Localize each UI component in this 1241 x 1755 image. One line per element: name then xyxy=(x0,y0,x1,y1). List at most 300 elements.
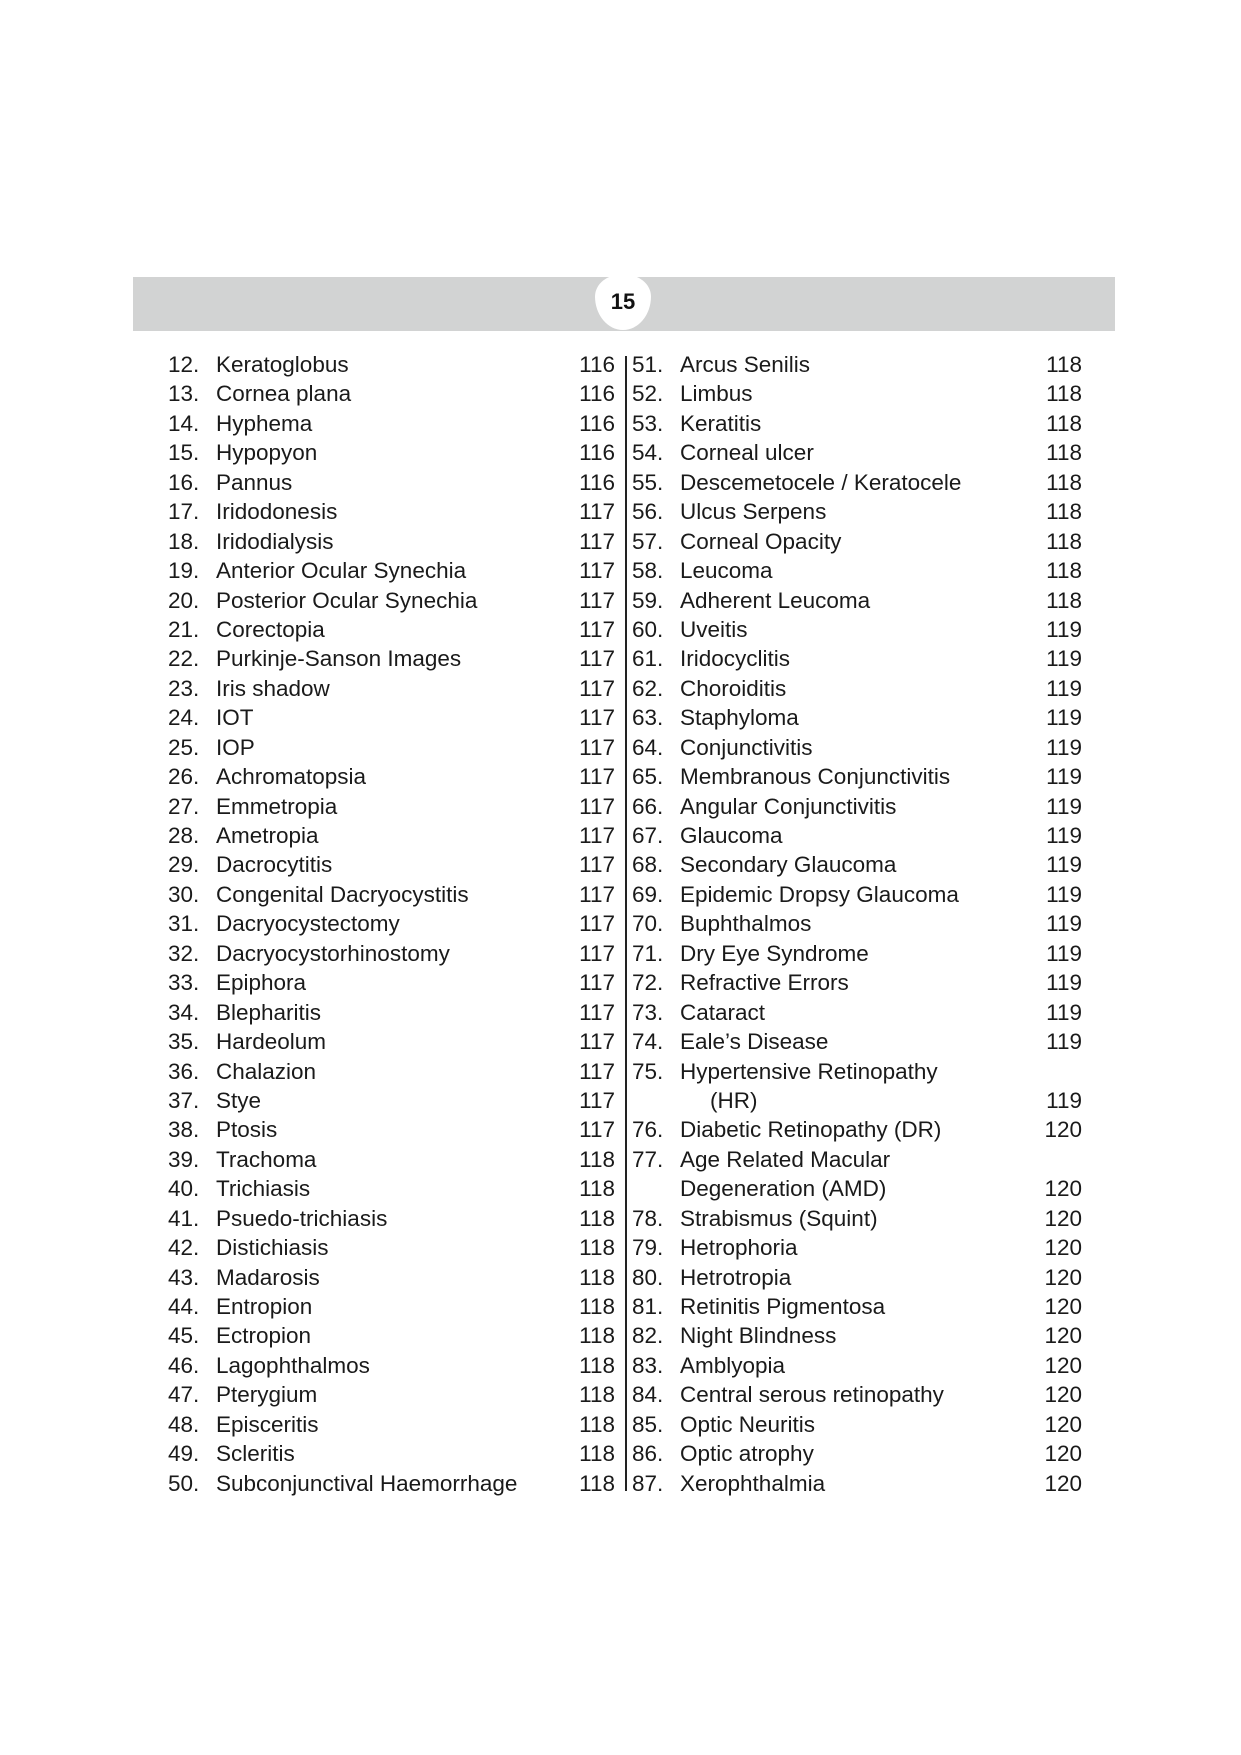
index-entry xyxy=(632,968,1082,997)
entry-title: Ametropia xyxy=(216,823,319,848)
entry-number: 38. xyxy=(168,1117,200,1143)
entry-page: 120 xyxy=(1044,1117,1082,1143)
index-entry xyxy=(168,409,620,438)
entry-title: Corectopia xyxy=(216,616,325,642)
entry-page: 119 xyxy=(1046,911,1082,937)
index-entry xyxy=(632,1439,1082,1468)
entry-title: Conjunctivitis xyxy=(680,734,813,760)
entry-title: Blepharitis xyxy=(216,999,322,1025)
entry-page: 117 xyxy=(579,1117,615,1143)
entry-number: 72. xyxy=(632,970,664,996)
index-entry xyxy=(632,1263,1082,1292)
index-entry xyxy=(632,1351,1082,1380)
index-entry xyxy=(168,1321,620,1350)
index-entry xyxy=(168,527,620,556)
entry-number: 40. xyxy=(168,1176,200,1202)
entry-number: 76. xyxy=(632,1117,664,1143)
entry-number: 64. xyxy=(632,734,664,760)
entry-number: 27. xyxy=(168,793,200,819)
entry-page: 117 xyxy=(579,764,615,790)
entry-page: 119 xyxy=(1046,793,1082,819)
entry-number: 75. xyxy=(632,1058,664,1084)
index-entry xyxy=(168,1469,620,1498)
entry-title: Leucoma xyxy=(680,558,773,584)
entry-page: 118 xyxy=(579,1382,615,1408)
entry-page: 118 xyxy=(1046,587,1082,613)
index-entry xyxy=(168,998,620,1027)
entry-page: 120 xyxy=(1044,1441,1082,1467)
entry-title: IOP xyxy=(216,734,255,760)
index-column-right xyxy=(632,350,1082,1498)
entry-number: 46. xyxy=(168,1352,200,1378)
index-entry xyxy=(168,1263,620,1292)
entry-page: 120 xyxy=(1044,1382,1082,1408)
entry-page: 118 xyxy=(579,1176,615,1202)
entry-number: 17. xyxy=(168,499,200,525)
entry-title: Central serous retinopathy xyxy=(680,1382,944,1408)
index-entry xyxy=(168,468,620,497)
entry-title: Retinitis Pigmentosa xyxy=(680,1294,886,1319)
entry-number: 57. xyxy=(632,528,664,554)
entry-page: 119 xyxy=(1046,734,1082,760)
index-entry xyxy=(168,880,620,909)
index-entry xyxy=(632,703,1082,732)
index-entry xyxy=(632,527,1082,556)
index-entry xyxy=(632,674,1082,703)
entry-page: 118 xyxy=(579,1264,615,1290)
entry-title: Eale’s Disease xyxy=(680,1029,829,1055)
entry-number: 16. xyxy=(168,469,200,495)
entry-page: 118 xyxy=(1046,469,1082,495)
entry-page: 116 xyxy=(579,440,615,466)
entry-title: Iridocyclitis xyxy=(680,646,791,672)
index-entry xyxy=(168,792,620,821)
entry-number: 67. xyxy=(632,823,664,848)
entry-number: 28. xyxy=(168,823,200,848)
index-entry xyxy=(168,821,620,850)
entry-number: 19. xyxy=(168,558,200,584)
index-entry xyxy=(168,1174,620,1203)
entry-title: Corneal Opacity xyxy=(680,528,842,554)
entry-page: 119 xyxy=(1046,1029,1082,1055)
entry-page: 118 xyxy=(579,1205,615,1231)
entry-number: 32. xyxy=(168,940,200,966)
entry-number: 13. xyxy=(168,381,200,407)
column-divider xyxy=(625,356,627,1491)
entry-page: 119 xyxy=(1046,646,1082,672)
entry-number: 70. xyxy=(632,911,664,937)
entry-page: 117 xyxy=(579,646,615,672)
entry-number: 33. xyxy=(168,970,200,996)
entry-title: Hypopyon xyxy=(216,440,318,466)
index-entry xyxy=(168,1351,620,1380)
entry-title: Iridodonesis xyxy=(216,499,338,525)
entry-title: Choroiditis xyxy=(680,675,787,701)
entry-title: Hardeolum xyxy=(216,1029,327,1055)
entry-number: 63. xyxy=(632,705,664,731)
entry-title: Optic Neuritis xyxy=(680,1411,816,1437)
index-column-left xyxy=(168,350,620,1498)
index-entry xyxy=(168,968,620,997)
entry-number: 44. xyxy=(168,1294,200,1319)
index-entry xyxy=(632,1115,1082,1144)
entry-number: 77. xyxy=(632,1146,664,1172)
entry-page: 118 xyxy=(1046,440,1082,466)
index-entry xyxy=(632,350,1082,379)
index-entry xyxy=(168,586,620,615)
index-entry xyxy=(632,1469,1082,1498)
index-entry xyxy=(168,703,620,732)
index-entry xyxy=(632,438,1082,467)
entry-page: 120 xyxy=(1044,1294,1082,1319)
entry-title: Cornea plana xyxy=(216,381,352,407)
index-entry xyxy=(632,1174,1082,1203)
index-entry xyxy=(632,379,1082,408)
index-entry xyxy=(168,1115,620,1144)
entry-number: 30. xyxy=(168,881,200,907)
entry-page: 117 xyxy=(579,793,615,819)
entry-title: Subconjunctival Haemorrhage xyxy=(216,1470,518,1496)
entry-title: Pterygium xyxy=(216,1382,318,1408)
entry-title: Ptosis xyxy=(216,1117,278,1143)
entry-title: Cataract xyxy=(680,999,766,1025)
index-entry xyxy=(168,556,620,585)
index-entry xyxy=(632,733,1082,762)
index-entry xyxy=(168,674,620,703)
index-entry xyxy=(632,1086,1082,1115)
index-entry xyxy=(632,998,1082,1027)
entry-title: Pannus xyxy=(216,469,293,495)
index-entry xyxy=(632,1204,1082,1233)
entry-title: Dacryocystectomy xyxy=(216,911,400,937)
entry-page: 118 xyxy=(1046,558,1082,584)
entry-number: 84. xyxy=(632,1382,664,1408)
entry-title: Epiphora xyxy=(216,970,307,996)
index-entry xyxy=(632,850,1082,879)
entry-number: 23. xyxy=(168,675,200,701)
entry-number: 68. xyxy=(632,852,664,878)
entry-page: 118 xyxy=(579,1441,615,1467)
index-entry xyxy=(168,1086,620,1115)
entry-number: 55. xyxy=(632,469,664,495)
index-entry xyxy=(632,1233,1082,1262)
index-entry xyxy=(632,468,1082,497)
index-entry xyxy=(168,1380,620,1409)
entry-page: 120 xyxy=(1044,1323,1082,1349)
entry-title: Adherent Leucoma xyxy=(680,587,871,613)
entry-number: 82. xyxy=(632,1323,664,1349)
entry-page: 117 xyxy=(579,1029,615,1055)
entry-page: 118 xyxy=(579,1235,615,1261)
entry-number: 49. xyxy=(168,1441,200,1467)
index-entry xyxy=(632,939,1082,968)
entry-title: Keratoglobus xyxy=(216,352,349,377)
entry-number: 62. xyxy=(632,675,664,701)
entry-title: (HR) xyxy=(710,1087,758,1113)
index-entry xyxy=(168,1145,620,1174)
entry-page: 120 xyxy=(1044,1411,1082,1437)
entry-page: 116 xyxy=(579,352,615,377)
entry-page: 118 xyxy=(1046,528,1082,554)
entry-number: 26. xyxy=(168,764,200,790)
entry-title: Hetrophoria xyxy=(680,1235,798,1261)
entry-page: 118 xyxy=(1046,352,1082,377)
entry-number: 22. xyxy=(168,646,200,672)
entry-title: Ectropion xyxy=(216,1323,312,1349)
entry-title: Night Blindness xyxy=(680,1323,837,1349)
index-entry xyxy=(168,1057,620,1086)
index-entry xyxy=(168,939,620,968)
entry-number: 31. xyxy=(168,911,200,937)
entry-title: Age Related Macular xyxy=(680,1146,891,1172)
entry-title: Membranous Conjunctivitis xyxy=(680,764,951,790)
entry-number: 78. xyxy=(632,1205,664,1231)
index-entry xyxy=(632,497,1082,526)
entry-page: 118 xyxy=(579,1470,615,1496)
entry-title: Epidemic Dropsy Glaucoma xyxy=(680,881,959,907)
entry-number: 60. xyxy=(632,616,664,642)
entry-number: 34. xyxy=(168,999,200,1025)
entry-page: 117 xyxy=(579,734,615,760)
entry-title: Limbus xyxy=(680,381,753,407)
entry-title: Iridodialysis xyxy=(216,528,334,554)
entry-page: 119 xyxy=(1046,970,1082,996)
entry-page: 119 xyxy=(1046,940,1082,966)
index-entry xyxy=(632,792,1082,821)
entry-title: Descemetocele / Keratocele xyxy=(680,469,962,495)
entry-title: Amblyopia xyxy=(680,1352,786,1378)
entry-page: 117 xyxy=(579,558,615,584)
entry-title: IOT xyxy=(216,705,254,731)
index-entry xyxy=(632,1380,1082,1409)
entry-title: Glaucoma xyxy=(680,823,783,848)
entry-title: Lagophthalmos xyxy=(216,1352,370,1378)
entry-number: 18. xyxy=(168,528,200,554)
entry-title: Xerophthalmia xyxy=(680,1470,826,1496)
entry-title: Posterior Ocular Synechia xyxy=(216,587,478,613)
entry-title: Anterior Ocular Synechia xyxy=(216,558,467,584)
entry-page: 119 xyxy=(1046,705,1082,731)
index-entry xyxy=(632,586,1082,615)
entry-title: Strabismus (Squint) xyxy=(680,1205,878,1231)
entry-number: 53. xyxy=(632,410,664,436)
entry-page: 117 xyxy=(579,852,615,878)
entry-title: Chalazion xyxy=(216,1058,317,1084)
entry-page: 117 xyxy=(579,970,615,996)
entry-page: 118 xyxy=(1046,410,1082,436)
entry-number: 87. xyxy=(632,1470,664,1496)
entry-number: 48. xyxy=(168,1411,200,1437)
entry-title: Purkinje-Sanson Images xyxy=(216,646,462,672)
entry-title: Achromatopsia xyxy=(216,764,367,790)
entry-title: Hyphema xyxy=(216,410,313,436)
entry-title: Iris shadow xyxy=(216,675,330,701)
entry-page: 120 xyxy=(1044,1352,1082,1378)
entry-page: 118 xyxy=(579,1146,615,1172)
entry-title: Congenital Dacryocystitis xyxy=(216,881,469,907)
index-entry xyxy=(168,644,620,673)
entry-number: 56. xyxy=(632,499,664,525)
entry-title: Corneal ulcer xyxy=(680,440,814,466)
entry-page: 120 xyxy=(1044,1235,1082,1261)
entry-page: 118 xyxy=(579,1294,615,1319)
index-entry xyxy=(632,1027,1082,1056)
entry-title: Uveitis xyxy=(680,616,748,642)
entry-number: 24. xyxy=(168,705,200,731)
entry-number: 14. xyxy=(168,410,200,436)
entry-page: 119 xyxy=(1046,764,1082,790)
entry-page: 117 xyxy=(579,1087,615,1113)
entry-page: 120 xyxy=(1044,1264,1082,1290)
entry-page: 116 xyxy=(579,469,615,495)
entry-number: 37. xyxy=(168,1087,200,1113)
entry-title: Scleritis xyxy=(216,1441,295,1467)
entry-title: Buphthalmos xyxy=(680,911,812,937)
index-entry xyxy=(168,1204,620,1233)
entry-number: 59. xyxy=(632,587,664,613)
entry-number: 65. xyxy=(632,764,664,790)
entry-page: 117 xyxy=(579,675,615,701)
entry-number: 71. xyxy=(632,940,664,966)
entry-number: 35. xyxy=(168,1029,200,1055)
entry-number: 12. xyxy=(168,352,200,377)
entry-page: 117 xyxy=(579,587,615,613)
index-entry xyxy=(168,615,620,644)
entry-title: Trachoma xyxy=(216,1146,317,1172)
entry-page: 120 xyxy=(1044,1470,1082,1496)
entry-title: Psuedo-trichiasis xyxy=(216,1205,388,1231)
entry-page: 117 xyxy=(579,1058,615,1084)
entry-page: 119 xyxy=(1046,823,1082,848)
entry-page: 117 xyxy=(579,940,615,966)
entry-title: Hypertensive Retinopathy xyxy=(680,1058,938,1084)
entry-number: 47. xyxy=(168,1382,200,1408)
entry-title: Optic atrophy xyxy=(680,1441,814,1467)
entry-number: 52. xyxy=(632,381,664,407)
entry-number: 43. xyxy=(168,1264,200,1290)
entry-page: 116 xyxy=(579,381,615,407)
entry-number: 86. xyxy=(632,1441,664,1467)
entry-title: Emmetropia xyxy=(216,793,338,819)
entry-number: 29. xyxy=(168,852,200,878)
index-entry xyxy=(632,1410,1082,1439)
entry-page: 119 xyxy=(1046,616,1082,642)
entry-page: 117 xyxy=(579,616,615,642)
index-entry xyxy=(168,379,620,408)
entry-title: Entropion xyxy=(216,1294,313,1319)
entry-page: 118 xyxy=(579,1411,615,1437)
index-entry xyxy=(168,1233,620,1262)
index-entry xyxy=(632,1145,1082,1174)
index-entry xyxy=(632,1057,1082,1086)
entry-page: 120 xyxy=(1044,1176,1082,1202)
entry-page: 118 xyxy=(579,1323,615,1349)
entry-page: 117 xyxy=(579,705,615,731)
entry-page: 117 xyxy=(579,823,615,848)
entry-number: 80. xyxy=(632,1264,664,1290)
entry-title: Secondary Glaucoma xyxy=(680,852,897,878)
entry-title: Keratitis xyxy=(680,410,762,436)
entry-number: 50. xyxy=(168,1470,200,1496)
entry-number: 21. xyxy=(168,616,200,642)
entry-number: 51. xyxy=(632,352,664,377)
entry-page: 117 xyxy=(579,499,615,525)
entry-title: Refractive Errors xyxy=(680,970,849,996)
entry-page: 120 xyxy=(1044,1205,1082,1231)
entry-title: Madarosis xyxy=(216,1264,320,1290)
entry-number: 36. xyxy=(168,1058,200,1084)
page-number: 15 xyxy=(610,289,636,314)
entry-title: Episceritis xyxy=(216,1411,319,1437)
entry-page: 116 xyxy=(579,410,615,436)
index-entry xyxy=(632,556,1082,585)
index-entry xyxy=(168,350,620,379)
entry-number: 81. xyxy=(632,1294,664,1319)
entry-number: 83. xyxy=(632,1352,664,1378)
entry-page: 119 xyxy=(1046,999,1082,1025)
index-entry xyxy=(168,438,620,467)
entry-number: 79. xyxy=(632,1235,664,1261)
entry-title: Arcus Senilis xyxy=(680,352,811,377)
entry-number: 39. xyxy=(168,1146,200,1172)
index-entry xyxy=(168,497,620,526)
entry-page: 118 xyxy=(1046,381,1082,407)
entry-title: Trichiasis xyxy=(216,1176,311,1202)
entry-page: 119 xyxy=(1046,881,1082,907)
entry-page: 118 xyxy=(579,1352,615,1378)
index-entry xyxy=(168,1439,620,1468)
entry-title: Staphyloma xyxy=(680,705,799,731)
entry-number: 85. xyxy=(632,1411,664,1437)
entry-number: 41. xyxy=(168,1205,200,1231)
index-entry xyxy=(168,909,620,938)
index-entry xyxy=(632,762,1082,791)
entry-page: 117 xyxy=(579,999,615,1025)
entry-number: 42. xyxy=(168,1235,200,1261)
entry-title: Diabetic Retinopathy (DR) xyxy=(680,1117,942,1143)
entry-title: Ulcus Serpens xyxy=(680,499,827,525)
entry-page: 119 xyxy=(1046,852,1082,878)
entry-title: Angular Conjunctivitis xyxy=(680,793,897,819)
entry-title: Degeneration (AMD) xyxy=(680,1176,887,1202)
entry-number: 45. xyxy=(168,1323,200,1349)
entry-number: 69. xyxy=(632,881,664,907)
entry-page: 117 xyxy=(579,911,615,937)
index-entry xyxy=(632,644,1082,673)
entry-title: Hetrotropia xyxy=(680,1264,792,1290)
entry-title: Dacrocytitis xyxy=(216,852,333,878)
index-entry xyxy=(168,1410,620,1439)
entry-number: 61. xyxy=(632,646,664,672)
entry-number: 54. xyxy=(632,440,664,466)
entry-number: 58. xyxy=(632,558,664,584)
index-entry xyxy=(632,821,1082,850)
index-entry xyxy=(632,909,1082,938)
entry-number: 25. xyxy=(168,734,200,760)
entry-title: Distichiasis xyxy=(216,1235,329,1261)
entry-page: 117 xyxy=(579,881,615,907)
index-entry xyxy=(168,850,620,879)
index-entry xyxy=(168,1027,620,1056)
entry-title: Dry Eye Syndrome xyxy=(680,940,869,966)
entry-page: 119 xyxy=(1046,675,1082,701)
entry-title: Stye xyxy=(216,1087,262,1113)
index-entry xyxy=(632,615,1082,644)
index-entry xyxy=(168,762,620,791)
entry-page: 119 xyxy=(1046,1087,1082,1113)
entry-number: 74. xyxy=(632,1029,664,1055)
index-entry xyxy=(632,1321,1082,1350)
